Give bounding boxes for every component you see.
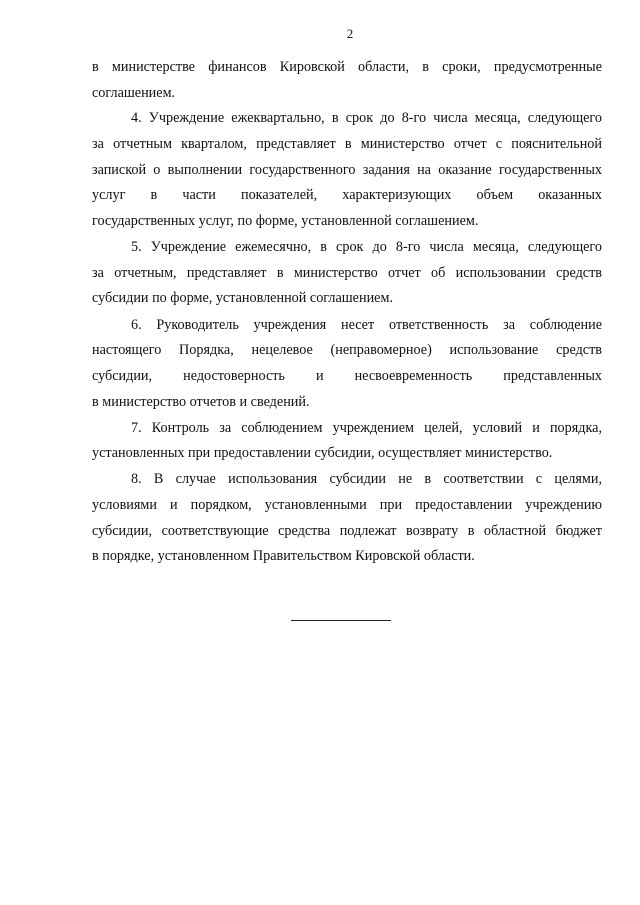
closing-rule xyxy=(291,620,391,621)
paragraph-line: государственных услуг, по форме, установленной соглашением. xyxy=(92,213,479,229)
paragraph-line: 4. Учреждение ежеквартально, в срок до 8-го числа месяца, следующего xyxy=(131,110,602,126)
paragraph-line: за отчетным, представляет в министерство отчет об использовании средств xyxy=(92,265,602,281)
paragraph-line: 7. Контроль за соблюдением учреждением целей, условий и порядка, xyxy=(131,420,602,436)
paragraph-line: соглашением. xyxy=(92,85,176,101)
paragraph-line: субсидии, недостоверность и несвоевременность представленных xyxy=(92,368,602,384)
paragraph-line: установленных при предоставлении субсидии, осуществляет министерство. xyxy=(92,445,553,461)
paragraph-line: запиской о выполнении государственного задания на оказание государственных xyxy=(92,162,602,178)
paragraph-line: в министерстве финансов Кировской области, в сроки, предусмотренные xyxy=(92,59,602,75)
paragraph-line: субсидии по форме, установленной соглашением. xyxy=(92,290,393,306)
paragraph-line: за отчетным кварталом, представляет в министерство отчет с пояснительной xyxy=(92,136,602,152)
paragraph-line: 8. В случае использования субсидии не в соответствии с целями, xyxy=(131,471,602,487)
paragraph-line: субсидии, соответствующие средства подлежат возврату в областной бюджет xyxy=(92,523,602,539)
page-number: 2 xyxy=(346,26,354,41)
paragraph-line: в порядке, установленном Правительством Кировской области. xyxy=(92,548,475,564)
paragraph-line: 5. Учреждение ежемесячно, в срок до 8-го числа месяца, следующего xyxy=(131,239,602,255)
paragraph-line: настоящего Порядка, нецелевое (неправомерное) использование средств xyxy=(92,342,602,358)
paragraph-line: услуг в части показателей, характеризующих объем оказанных xyxy=(92,187,602,203)
paragraph-line: условиями и порядком, установленными при предоставлении учреждению xyxy=(92,497,602,513)
paragraph-line: в министерство отчетов и сведений. xyxy=(92,394,310,410)
paragraph-line: 6. Руководитель учреждения несет ответственность за соблюдение xyxy=(131,317,602,333)
